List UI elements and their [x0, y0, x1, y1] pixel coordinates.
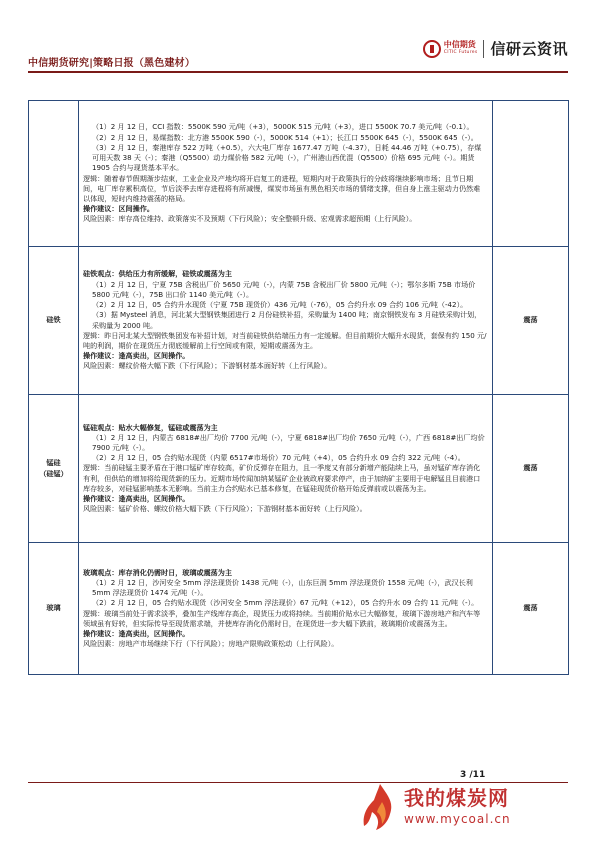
category-silicon-iron: 硅铁 — [29, 247, 79, 395]
brand-name: 信研云资讯 — [490, 40, 568, 58]
data-line: （2）2 月 12 日，05 合约升水现货（宁夏 75B 现货价）436 元/吨（-76），05 合约升水 09 合约 106 元/吨（-42）。 — [92, 300, 468, 310]
report-title: 中信期货研究|策略日报（黑色建材） — [28, 58, 196, 69]
logo-cn-text: 中信期货 — [443, 40, 476, 50]
category-manganese — [29, 395, 79, 543]
data-line: （3）据 Mysteel 消息，河北某大型钢铁集团进行 2 月份硅铁补招，采购量为 1400 吨；南京钢铁发布 3 月硅铁采购计划，采购量为 2000 吨。 — [92, 310, 482, 330]
data-line: （2）2 月 12 日，易煤指数：北方港 5500K 590（-），5000K 514（+1）；长江口 5500K 645（-），5500K 645（-）。 — [92, 132, 478, 142]
category-label: 锰硅 — [46, 458, 61, 468]
table-row-coal — [29, 101, 569, 247]
category-glass: 玻璃 — [29, 543, 79, 675]
logic-text: 逻辑：昨日河北某大型钢铁集团发布补招计划，对当前硅铁供给端压力有一定缓解。但目前期价大幅升水现货，套保有约 150 元/吨的利润，期价在现货压力彻底缓解前上行空间或有限，短期或震荡为主。 — [83, 330, 487, 350]
logic-text: 逻辑：玻璃当前处于需求淡季，叠加生产线库存高企，现货压力或将持续。当前期价贴水已大幅修复，玻璃下游房地产和汽车等领域虽有好转，但实际传导至现货需求端，并使库存消化仍需时日，在现货进一步大幅下跌前，玻璃期价或震荡为主。 — [83, 608, 481, 628]
view-silicon-iron: 震荡 — [493, 247, 569, 395]
view-cell — [493, 101, 569, 247]
risk-factors: 风险因素：锰矿价格、螺纹价格大幅下跌（下行风险）；下游钢材基本面好转（上行风险）。 — [83, 504, 367, 514]
content-cell — [79, 247, 493, 395]
logo-text — [444, 41, 478, 56]
content-cell — [79, 543, 493, 675]
data-line: （1）2 月 12 日，CCI 指数：5500K 590 元/吨（+3），5000K 515 元/吨（+3），进口 5500K 70.7 美元/吨（-0.1）。 — [92, 122, 474, 132]
table-row-manganese — [29, 395, 569, 543]
data-line: （2）2 月 12 日，05 合约贴水现货（内蒙 6517#市场价）70 元/吨（+4），05 合约升水 09 合约 322 元/吨（-4）。 — [92, 453, 465, 463]
operation-advice: 操作建议：逢高卖出，区间操作。 — [83, 351, 190, 361]
view-glass: 震荡 — [493, 543, 569, 675]
risk-factors: 风险因素：螺纹价格大幅下跌（下行风险）；下游钢材基本面好转（上行风险）。 — [83, 361, 332, 371]
category-sublabel: （硅锰） — [39, 468, 68, 478]
watermark-url: www.mycoal.cn — [404, 812, 511, 826]
header-logo — [423, 38, 568, 59]
table-row-silicon-iron — [29, 247, 569, 395]
data-line: （3）2 月 12 日，秦港库存 522 万吨（+0.5），六大电厂库存 1677.47 万吨（-4.37），日耗 44.46 万吨（+0.75），存煤可用天数 38 天（-）；秦港（Q5500）动力煤价格 582 元/吨（-），广州港山西优混（Q5500）价格 695 元/吨（-）。期货 1905 合约与现货基本平水。 — [92, 142, 482, 173]
logic-text: 逻辑：当前硅锰主要矛盾在于港口锰矿库存较高，矿价反弹存在阻力，且一季度又有部分新增产能陆续上马，虽对锰矿库存消化有利，但供给的增加将给现货新的压力。近期市场传闻加纳某锰矿企业被政府要求停产，由于加纳矿主要用于电解锰且目前港口库存较多，对硅锰影响基本无影响。当前主力合约贴水已基本修复，在锰硅现货价格开始反弹前或以震荡为主。 — [83, 463, 481, 493]
category-cell — [29, 101, 79, 247]
section-title: 硅铁观点：供给压力有所缓解，硅铁或震荡为主 — [83, 269, 232, 279]
watermark-text: 我的煤炭网 — [404, 786, 509, 810]
page-header — [28, 34, 568, 74]
data-line: （1）2 月 12 日，沙河安全 5mm 浮法现货价 1438 元/吨（-），山东巨润 5mm 浮法现货价 1558 元/吨（-），武汉长利 5mm 浮法现货价 1474 元/吨（-）。 — [92, 577, 473, 598]
logo-divider — [483, 40, 484, 58]
content-cell — [79, 101, 493, 247]
logic-text: 逻辑：随着春节假期渐步结束，工业企业及产地均将开启复工的进程，短期内对于政策执行的分歧将继续影响市场；且节日期间，电厂库存累积高位，节后淡季去库存进程将有所减慢，煤炭市场虽有黑色相关市场的情绪支撑，但自身上涨主驱动力仍然难以体现，短时内维持震荡的格局。 — [83, 173, 481, 203]
content-cell — [79, 395, 493, 543]
section-title: 玻璃观点：库存消化仍需时日，玻璃或震荡为主 — [83, 567, 232, 577]
operation-advice: 操作建议：区间操作。 — [83, 204, 154, 214]
operation-advice: 操作建议：逢高卖出，区间操作。 — [83, 494, 190, 503]
risk-factors: 风险因素：库存高位维持、政策落实不及预期（下行风险）；安全整顿升级、宏观需求超预期（上行风险）。 — [83, 214, 417, 224]
header-rule — [28, 71, 568, 73]
citic-logo-icon — [423, 40, 441, 58]
data-line: （1）2 月 12 日，内蒙古 6818#出厂均价 7700 元/吨（-），宁夏 6818#出厂均价 7650 元/吨（-），广西 6818#出厂均价 7900 元/吨（-）。 — [92, 432, 485, 452]
table-row-glass — [29, 543, 569, 675]
logo-en-text: CITIC Futures — [443, 50, 478, 56]
view-manganese: 震荡 — [493, 395, 569, 543]
risk-factors: 风险因素：房地产市场继续下行（下行风险）；房地产限购政策松动（上行风险）。 — [83, 639, 339, 649]
data-line: （1）2 月 12 日，宁夏 75B 含税出厂价 5650 元/吨（-），内蒙 75B 含税出厂价 5800 元/吨（-）；鄂尔多斯 75B 市场价 5800 元/吨（-），75B 出口价 1140 美元/吨（-）。 — [92, 279, 476, 299]
page-number: 3 /11 — [460, 770, 486, 780]
strategy-table — [28, 100, 569, 675]
section-title: 锰硅观点：贴水大幅修复，锰硅或震荡为主 — [83, 422, 218, 432]
data-line: （2）2 月 12 日，05 合约贴水现货（沙河安全 5mm 浮法现价）67 元/吨（+12），05 合约升水 09 合约 11 元/吨（-）。 — [92, 598, 479, 608]
watermark — [360, 780, 580, 835]
flame-logo-icon — [360, 782, 400, 832]
operation-advice: 操作建议：逢高卖出，区间操作。 — [83, 628, 190, 638]
